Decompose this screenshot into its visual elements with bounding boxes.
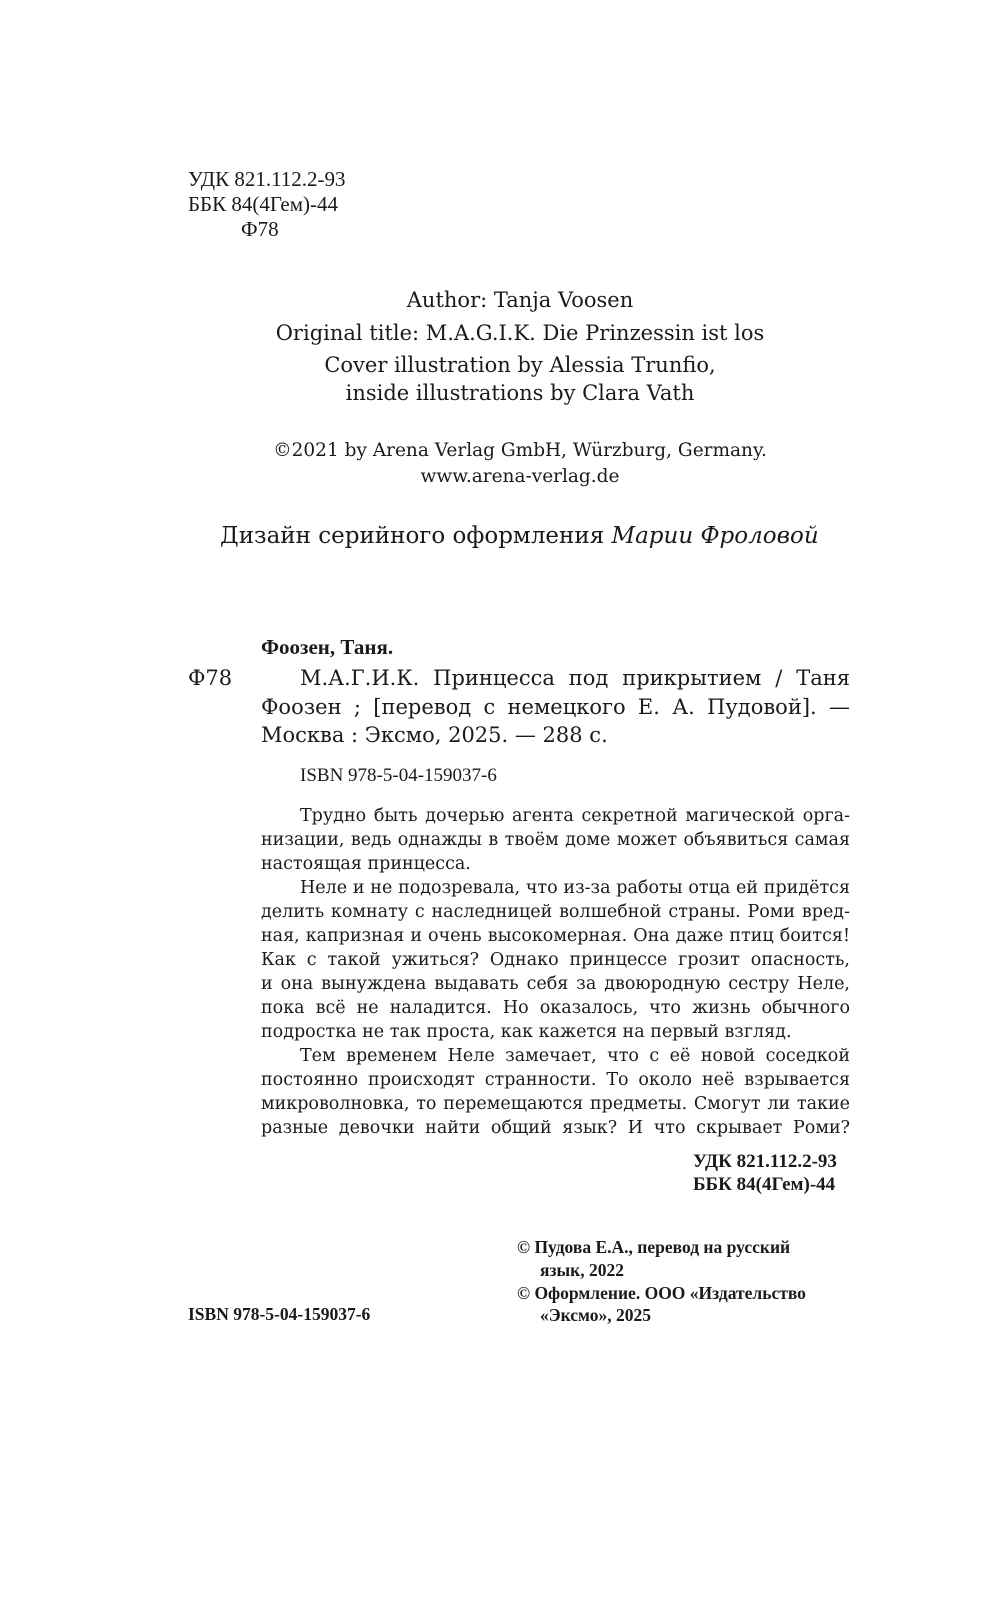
catalog-code: Ф78 [188,666,233,690]
design-credit [220,525,819,548]
rights-line: © Пудова Е.А., перевод на русский [517,1237,791,1257]
rights-line: язык, 2022 [540,1260,624,1280]
design-label: Дизайн серийного оформления [220,523,605,549]
header-code: Ф78 [241,217,279,241]
annotation-line: настоящая принцесса. [261,854,471,874]
annotation-line: пока всё не наладится. Но оказалось, что жизнь обычного [261,998,850,1018]
annotation-line: Трудно быть дочерью агента секретной магической орга- [300,806,850,826]
annotation-line: постоянно происходят странности. То около неё взрывается [261,1070,850,1090]
catalog-line: Фоозен ; [перевод с немецкого Е. А. Пудовой]. — [261,695,850,719]
credit-cover: Cover illustration by Alessia Trunfio, [324,353,716,377]
catalog-author: Фоозен, Таня. [261,635,394,659]
annotation-line: Как с такой ужиться? Однако принцессе грозит опасность, [261,950,850,970]
rights-line: © Оформление. ООО «Издательство [517,1283,806,1303]
classification-udk: УДК 821.112.2-93 [693,1151,837,1172]
credit-author: Author: Tanja Voosen [406,288,634,312]
credit-copyright: ©2021 by Arena Verlag GmbH, Würzburg, Germany. [273,440,767,461]
design-name: Марии Фроловой [611,523,819,549]
annotation-line: разные девочки найти общий язык? И что скрывает Роми? [261,1118,850,1138]
catalog-line: Москва : Эксмо, 2025. — 288 с. [261,723,608,747]
annotation-line: Неле и не подозревала, что из-за работы отца ей придётся [300,878,850,898]
credit-original-title: Original title: M.A.G.I.K. Die Prinzessin ist los [275,321,765,345]
annotation-line: микроволновка, то перемещаются предметы. Смогут ли такие [261,1094,850,1114]
annotation-line: низации, ведь однажды в твоём доме может объявиться самая [261,830,850,850]
annotation-line: и она вынуждена выдавать себя за двоюродную сестру Неле, [261,974,850,994]
classification-bbk: ББК 84(4Гем)-44 [693,1174,836,1195]
header-bbk: ББК 84(4Гем)-44 [188,192,339,216]
annotation-line: подростка не так проста, как кажется на первый взгляд. [261,1022,792,1042]
catalog-isbn: ISBN 978-5-04-159037-6 [300,765,497,786]
catalog-line: М.А.Г.И.К. Принцесса под прикрытием / Таня [300,666,850,690]
credit-inside: inside illustrations by Clara Vath [345,381,695,405]
annotation-line: Тем временем Неле замечает, что с её новой соседкой [300,1046,850,1066]
credit-website: www.arena-verlag.de [420,466,620,487]
annotation-line: делить комнату с наследницей волшебной страны. Роми вред- [261,902,850,922]
header-udk: УДК 821.112.2-93 [188,167,346,191]
rights-line: «Эксмо», 2025 [540,1305,651,1325]
annotation-line: ная, капризная и очень высокомерная. Она даже птиц боится! [261,926,850,946]
footer-isbn: ISBN 978-5-04-159037-6 [188,1304,371,1324]
